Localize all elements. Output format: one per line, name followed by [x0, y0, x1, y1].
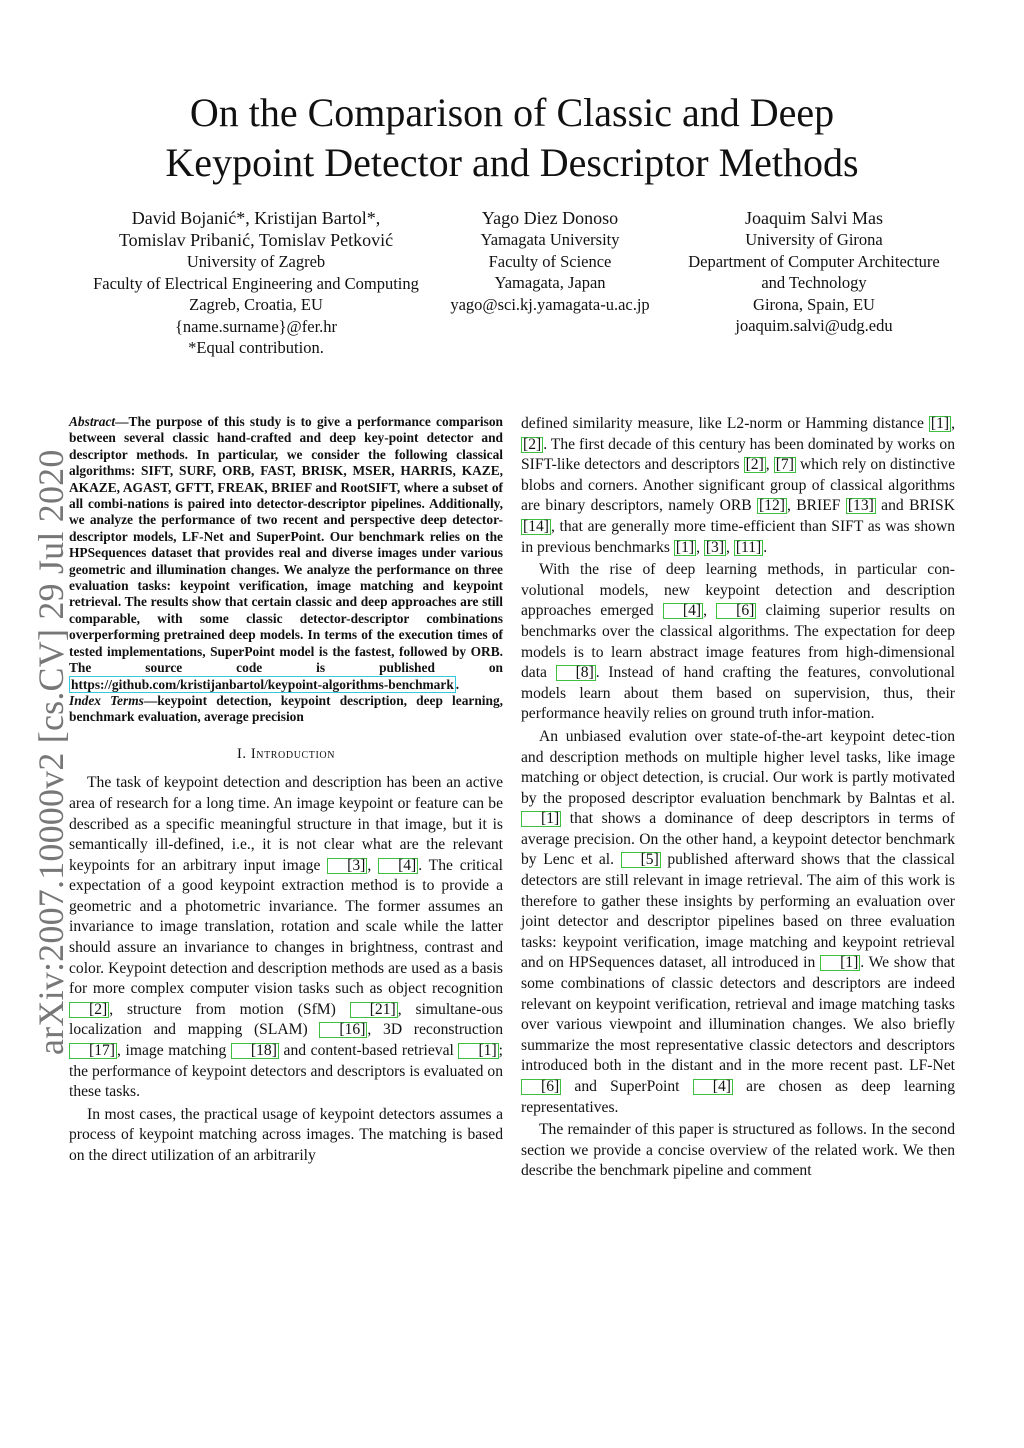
citation-link[interactable]: [17]: [69, 1043, 117, 1059]
citation-link[interactable]: [7]: [775, 456, 794, 474]
abstract-label: Abstract: [69, 414, 116, 429]
right-paragraph-0: [521, 414, 955, 558]
text-run: ,: [367, 856, 379, 874]
citation-link[interactable]: [14]: [523, 517, 549, 535]
text-run: .: [763, 538, 768, 556]
arxiv-identifier: arXiv:2007.10000v2 [cs.CV] 29 Jul 2020: [31, 449, 71, 1055]
citation-link[interactable]: [16]: [319, 1022, 367, 1038]
affiliation-university: University of Girona: [745, 230, 883, 249]
right-paragraph-1: [521, 560, 955, 725]
affiliation-city: Zagreb, Croatia, EU: [189, 295, 323, 314]
section-heading-introduction: I. Introduction: [236, 745, 336, 762]
citation-link[interactable]: [21]: [350, 1002, 398, 1018]
author-names-2: Tomislav Pribanić, Tomislav Petković: [118, 230, 394, 250]
citation-link[interactable]: [4]: [378, 858, 418, 874]
citation-link[interactable]: [4]: [693, 1079, 733, 1095]
text-run: and BRISK: [875, 497, 955, 515]
index-terms-text: —keypoint detection, keypoint description, deep learning, benchmark evaluation, average precision: [69, 692, 503, 725]
text-run: ,: [696, 538, 704, 556]
author-block-yamagata: [438, 207, 662, 315]
citation-link[interactable]: [11]: [735, 538, 762, 556]
citation-link[interactable]: [1]: [820, 955, 860, 971]
affiliation-faculty: Faculty of Science: [488, 251, 612, 271]
right-paragraph-2: [521, 727, 955, 1118]
citation-link[interactable]: [12]: [759, 497, 785, 515]
text-run: , structure from motion (SfM): [109, 1000, 350, 1018]
intro-paragraph-1: [69, 773, 503, 1103]
text-run: With the rise of deep learning methods, in particular con-volutional models, new keypoint detection and description approaches emerged: [521, 561, 955, 620]
text-run: , BRIEF: [786, 497, 846, 515]
text-run: , image matching: [116, 1042, 231, 1060]
text-run: . Instead of hand crafting the features, convolutional models learn about them based on supervision, thus, their performance heavily relies on ground truth infor-mation.: [521, 664, 955, 723]
text-run: which rely on distinctive blobs and corners. Another significant group of classical algorithms are binary descriptors, namely ORB: [521, 456, 955, 515]
text-run: defined similarity measure, like L2-norm or Hamming distance: [521, 415, 929, 432]
abstract-end: .: [455, 676, 460, 692]
text-run: ,: [703, 602, 717, 620]
text-run: published afterward shows that the classical detectors are still relevant in image retrieval. The aim of this work is therefore to gather these insights by performing an evaluation over joint detector and descriptor pipelines based on three evaluation tasks: keypoint verification, image matching and keypoint retrieval and on HPSequences dataset, all introduced in: [521, 851, 955, 972]
text-run: . The first decade of this century has been dominated by works on SIFT-like detectors and descriptors: [521, 435, 955, 474]
text-run: The task of keypoint detection and description has been an active area of research for a long time. An image keypoint or feature can be described as a specific meaningful structure in that image, but it is semantically ill-defined, i.e., it is not clear what are the relevant keypoints for an arbitrary input image: [69, 774, 503, 874]
affiliation-university: University of Zagreb: [186, 252, 326, 271]
citation-link[interactable]: [8]: [556, 665, 596, 681]
author-name: Yago Diez Donoso: [481, 208, 619, 228]
author-email: joaquim.salvi@udg.edu: [735, 316, 893, 335]
left-column: [69, 414, 503, 1167]
citation-link[interactable]: [2]: [69, 1002, 109, 1018]
text-run: , simultane-ous localization and mapping (SLAM): [69, 1000, 503, 1039]
abstract: [69, 414, 503, 693]
index-terms: [69, 693, 503, 726]
text-run: , 3D reconstruction: [367, 1021, 503, 1039]
author-email: yago@sci.kj.yamagata-u.ac.jp: [450, 294, 650, 314]
text-run: and SuperPoint: [561, 1078, 693, 1095]
citation-link[interactable]: [5]: [621, 852, 661, 868]
text-run: ; the performance of keypoint detectors and descriptors is evaluated on these tasks.: [69, 1042, 503, 1101]
author-block-zagreb: [66, 207, 446, 359]
text-run: ,: [951, 415, 955, 432]
affiliation-department-1: Department of Computer Architecture: [688, 251, 940, 271]
text-run: and content-based retrieval: [278, 1042, 459, 1060]
right-column: [521, 414, 955, 1182]
citation-link[interactable]: [6]: [521, 1079, 561, 1095]
intro-paragraph-2: In most cases, the practical usage of keypoint detectors assumes a process of keypoint matching across images. The matching is based on the direct utilization of an arbitrarily: [69, 1105, 503, 1164]
author-block-girona: [664, 207, 964, 337]
citation-link[interactable]: [13]: [847, 497, 874, 515]
affiliation-department-2: and Technology: [761, 273, 867, 292]
right-paragraph-3: The remainder of this paper is structured as follows. In the second section we provide a concise overview of the related work. We then describe the benchmark pipeline and comment: [521, 1121, 955, 1180]
author-name: Joaquim Salvi Mas: [745, 208, 883, 228]
title-line-2: Keypoint Detector and Descriptor Methods: [165, 140, 859, 185]
text-run: . We show that some combinations of classic detectors and descriptors are indeed relevant on keypoint verification, retrieval and image matching tasks over various viewpoint and illumination changes. We also briefly summarize the most representative classic detectors and descriptors introduced both in the distant and in the more recent past. LF-Net: [521, 954, 955, 1075]
text-run: ,: [765, 456, 774, 474]
citation-link[interactable]: [18]: [231, 1043, 279, 1059]
citation-link[interactable]: [1]: [458, 1043, 498, 1059]
author-names-1: David Bojanić*, Kristijan Bartol*,: [131, 208, 381, 228]
affiliation-city: Yamagata, Japan: [494, 273, 606, 292]
source-code-link[interactable]: https://github.com/kristijanbartol/keypoint-algorithms-benchmark: [71, 676, 454, 692]
title-line-1: On the Comparison of Classic and Deep: [189, 90, 835, 135]
text-run: An unbiased evalution over state-of-the-art keypoint detec-tion and description methods on multiple higher level tasks, like image matching or object detection, is crucial. Our work is partly motivated by the proposed descriptor evaluation benchmark by Balntas et al.: [521, 727, 955, 807]
text-run: that shows a dominance of deep descriptors in terms of average precision. On the other hand, a keypoint detector benchmark by Lenc et al.: [521, 810, 955, 869]
index-terms-label: Index Terms: [69, 692, 144, 708]
affiliation-university: Yamagata University: [480, 230, 620, 249]
text-run: , that are generally more time-efficient than SIFT as was shown in previous benchmarks: [521, 517, 955, 556]
citation-link[interactable]: [1]: [521, 811, 561, 827]
citation-link[interactable]: [1]: [675, 538, 695, 556]
affiliation-city: Girona, Spain, EU: [753, 294, 875, 314]
text-run: claiming superior results on benchmarks over the classical algorithms. The expectation for deep models is to learn abstract image features from high-dimensional data: [521, 602, 956, 682]
text-run: ,: [726, 538, 734, 556]
equal-contribution-note: *Equal contribution.: [188, 338, 324, 357]
text-run: . The critical expectation of a good keypoint extraction method is to provide a geometric and a photometric invariance. The former assumes an invariance to image translation, rotation and scale while the latter should assure an invariance to changes in brightness, contrast and color. Keypoint detection and description methods are used as a basis for more complex computer vision tasks such as object recognition: [69, 856, 503, 998]
citation-link[interactable]: [3]: [705, 538, 725, 556]
abstract-text: —The purpose of this study is to give a performance comparison between several classic hand-crafted and deep key-point detector and descriptor methods. In particular, we consider the following classical algorithms: SIFT, SURF, ORB, FAST, BRISK, MSER, HARRIS, KAZE, AKAZE, AGAST, GFTT, FREAK, BRIEF and RootSIFT, where a subset of all combi-nations is paired into detector-descriptor pipelines. Additionally, we analyze the performance of two recent and perspective deep detector-descriptor models, LF-Net and SuperPoint. Our benchmark relies on the HPSequences dataset that provides real and diverse images under various geometric and illumination changes. We analyze the performance on three evaluation tasks: keypoint verification, image matching and keypoint retrieval. The results show that certain classic and deep approaches are still comparable, with some classic detector-descriptor combinations overperforming pretrained deep models. In terms of the execution times of tested implementations, SuperPoint model is the fastest, followed by ORB. The source code is published on: [69, 414, 503, 676]
citation-link[interactable]: [2]: [745, 456, 764, 474]
citation-link[interactable]: [4]: [663, 603, 703, 619]
citation-link[interactable]: [1]: [930, 415, 950, 432]
citation-link[interactable]: [2]: [523, 435, 542, 453]
paper-title: [0, 88, 1024, 188]
affiliation-faculty: Faculty of Electrical Engineering and Computing: [93, 273, 419, 293]
author-email: {name.surname}@fer.hr: [174, 316, 338, 336]
text-run: are chosen as deep learning representatives.: [521, 1078, 955, 1116]
citation-link[interactable]: [3]: [327, 858, 367, 874]
citation-link[interactable]: [6]: [716, 603, 756, 619]
